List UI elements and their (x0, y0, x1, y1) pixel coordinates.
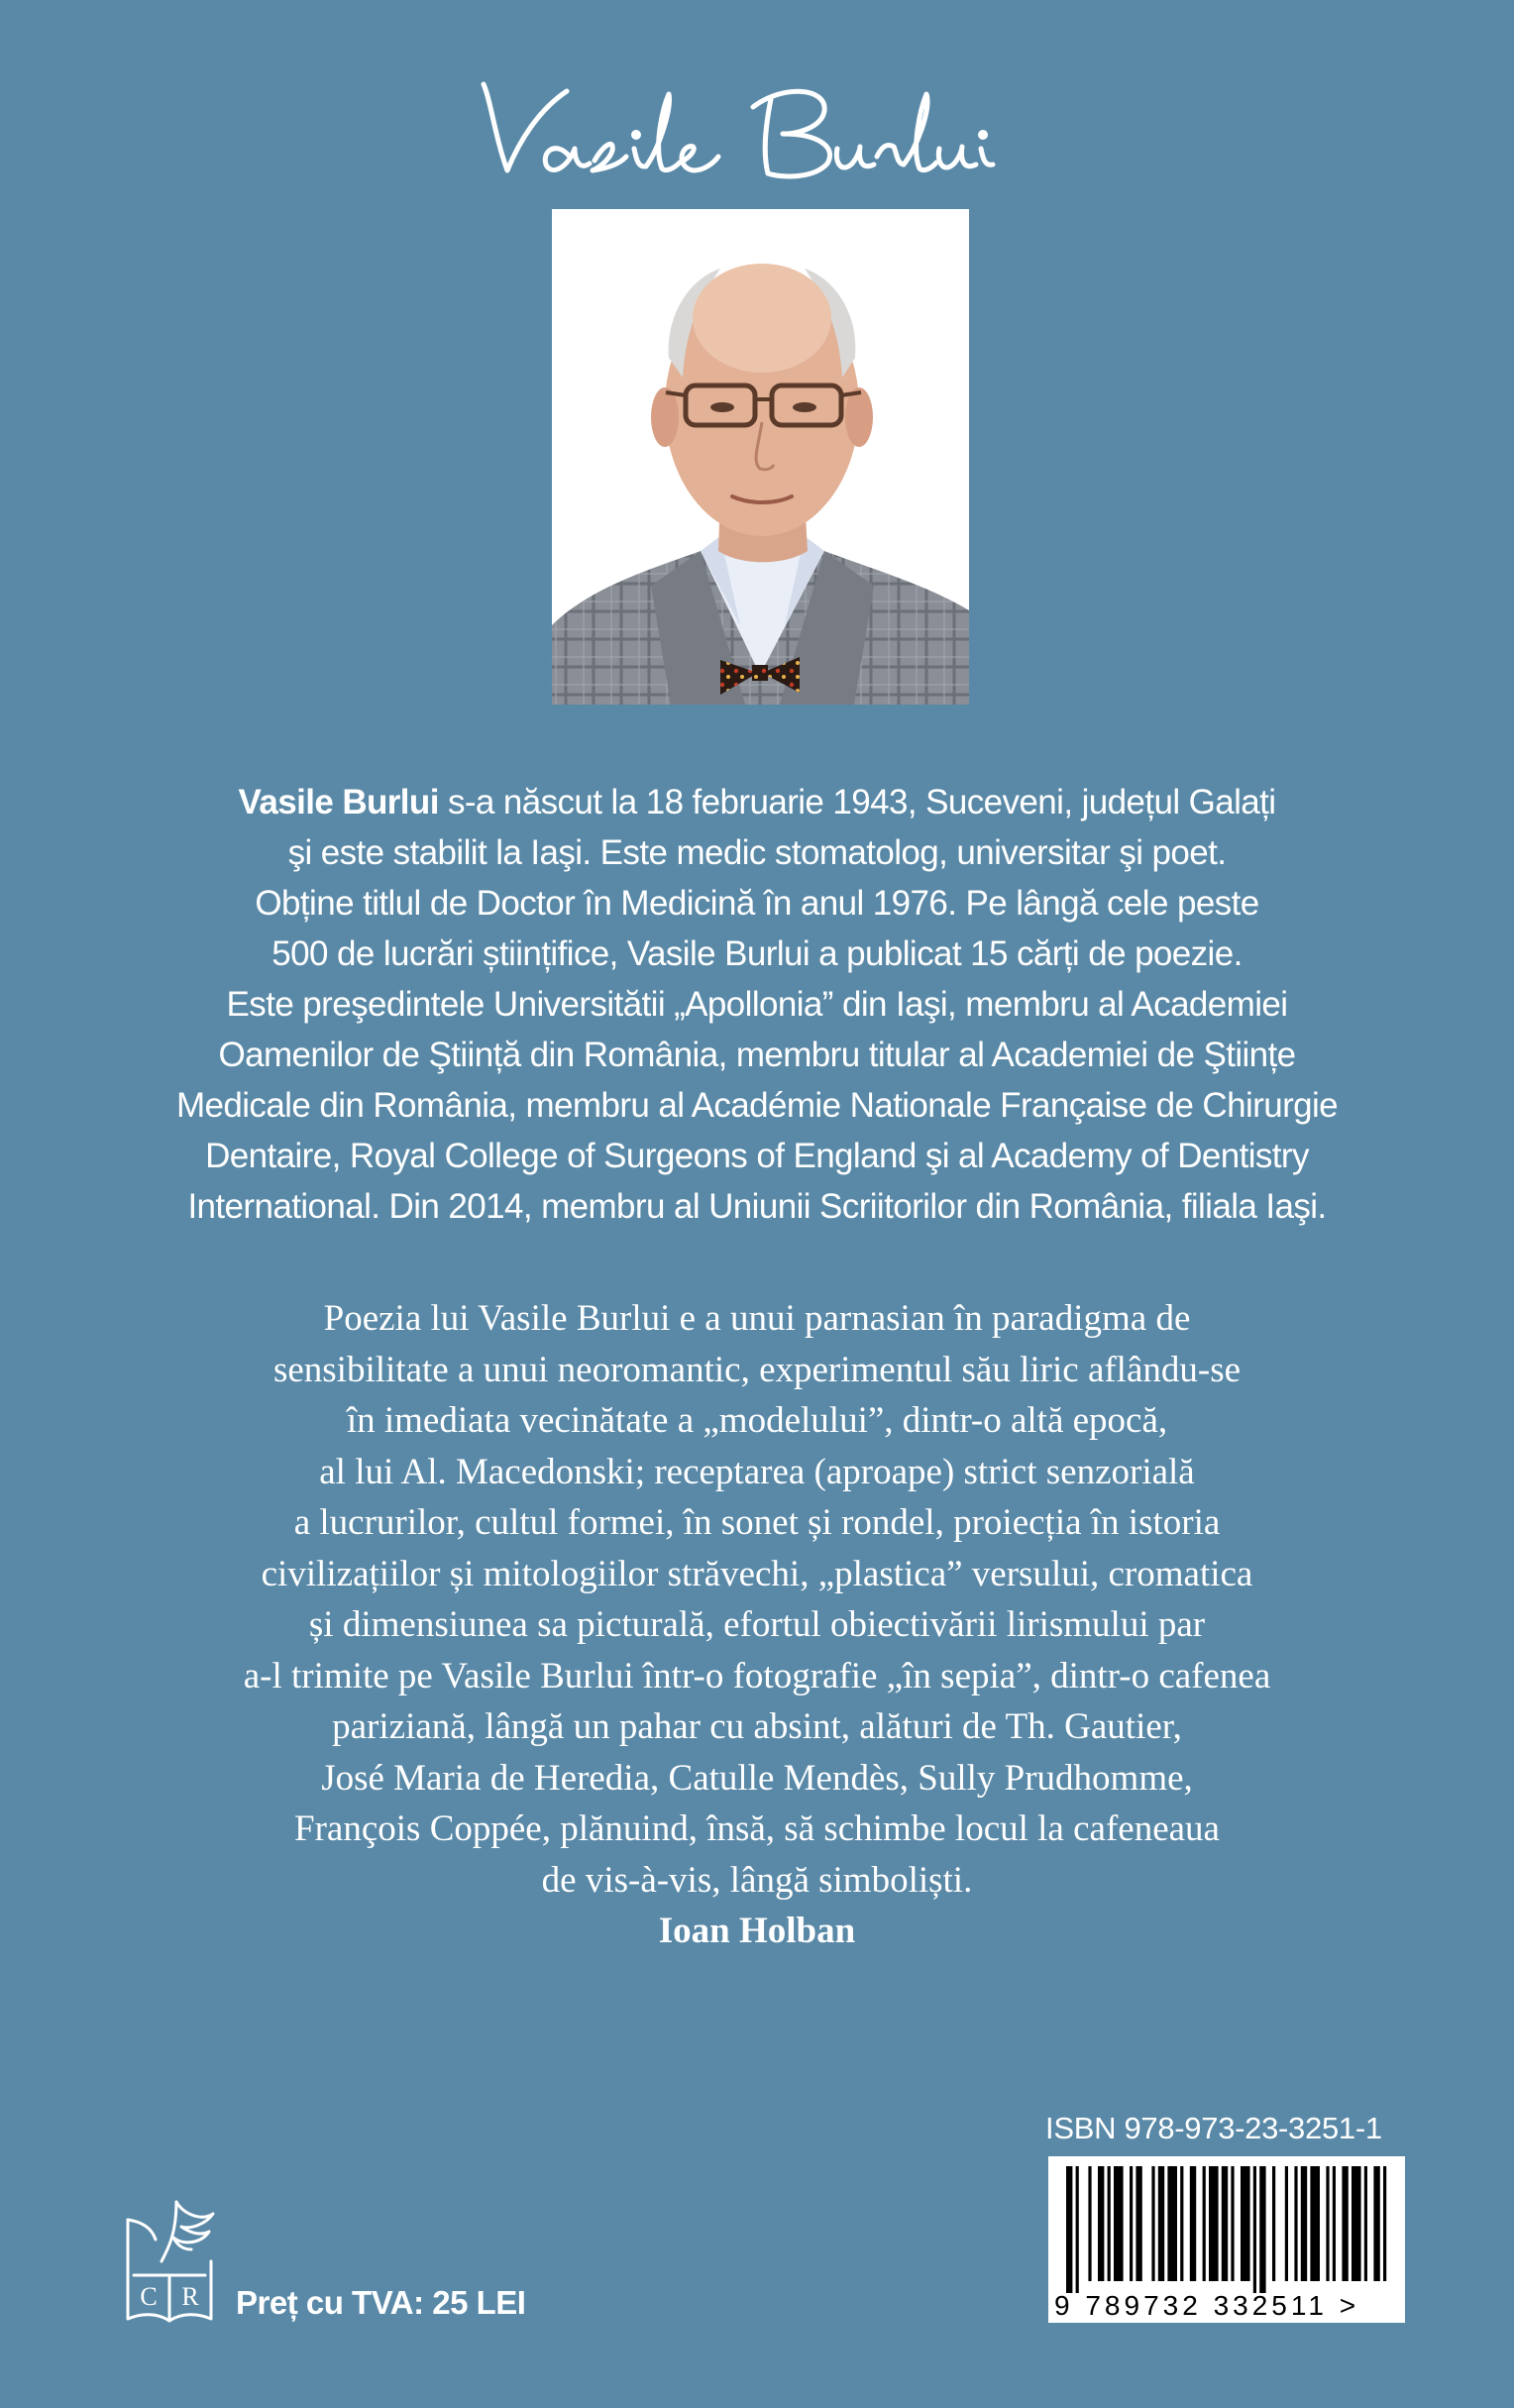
barcode-bar (1301, 2166, 1307, 2281)
barcode-bar (1088, 2166, 1091, 2281)
barcode-bar (1272, 2166, 1275, 2281)
barcode-bar (1098, 2166, 1104, 2281)
barcode-bar (1190, 2166, 1196, 2281)
bio-line: Oamenilor de Ştiință din România, membru titular al Academiei de Ştiințe (218, 1036, 1296, 1074)
barcode-bar (1231, 2166, 1234, 2281)
barcode-bar (1158, 2166, 1164, 2281)
price-label: Preț cu TVA: 25 LEI (236, 2284, 526, 2321)
barcode-bar (1373, 2166, 1379, 2281)
author-photo (552, 209, 969, 705)
barcode-bar (1209, 2166, 1219, 2281)
barcode-bar (1310, 2166, 1320, 2281)
review-line: pariziană, lângă un pahar cu absint, alături de Th. Gautier, (332, 1706, 1182, 1747)
review-line: José Maria de Heredia, Catulle Mendès, Sully Prudhomme, (321, 1757, 1193, 1799)
review-line: a lucrurilor, cultul formei, în sonet și rondel, proiecția în istoria (293, 1502, 1221, 1543)
barcode-bar (1253, 2166, 1256, 2293)
barcode-bar (1066, 2166, 1072, 2293)
bio-line: Obține titlul de Doctor în Medicină în anul 1976. Pe lângă cele peste (255, 884, 1259, 923)
critical-review (69, 1293, 1445, 1957)
barcode-bar (1222, 2166, 1228, 2281)
barcode-bar (1151, 2166, 1154, 2281)
review-line: în imediata vecinătate a „modelului”, dintr-o altă epocă, (346, 1400, 1168, 1441)
review-author: Ioan Holban (658, 1911, 856, 1951)
author-biography (69, 777, 1445, 1232)
barcode-bar (1076, 2166, 1079, 2293)
bio-line: International. Din 2014, membru al Uniunii Scriitorilor din România, filiala Iaşi. (187, 1187, 1327, 1226)
review-line: a-l trimite pe Vasile Burlui într-o fotografie „în sepia”, dintr-o cafenea (243, 1655, 1271, 1697)
bio-line: Medicale din România, membru al Académie Nationale Française de Chirurgie (175, 1086, 1339, 1125)
review-line: al lui Al. Macedonski; receptarea (aproape) strict senzorială (319, 1451, 1195, 1492)
author-signature (0, 40, 1514, 208)
bio-line: Dentaire, Royal College of Surgeons of England şi al Academy of Dentistry (205, 1137, 1309, 1175)
author-name: Vasile Burlui (238, 783, 439, 821)
barcode (1048, 2156, 1405, 2323)
review-line: sensibilitate a unui neoromantic, experimentul său liric aflându-se (272, 1349, 1242, 1390)
barcode-bar (1203, 2166, 1206, 2281)
barcode-bar (1383, 2166, 1386, 2281)
barcode-bar (1136, 2166, 1141, 2281)
review-line: François Coppée, plănuind, însă, să schimbe locul la cafeneaua (294, 1808, 1220, 1849)
barcode-bar (1180, 2166, 1183, 2281)
barcode-bar (1108, 2166, 1111, 2281)
barcode-digits: 9 789732 332511 > (1054, 2290, 1360, 2321)
barcode-bar (1285, 2166, 1288, 2281)
barcode-bar (1114, 2166, 1124, 2281)
barcode-bar (1167, 2166, 1177, 2281)
barcode-bar (1326, 2166, 1329, 2281)
bio-line: Este preşedintele Universitătii „Apollonia” din Iaşi, membru al Academiei (226, 985, 1288, 1024)
svg-text:R: R (181, 2282, 199, 2311)
publisher-logo (122, 2192, 217, 2327)
isbn-text: ISBN 978-973-23-3251-1 (1045, 2111, 1382, 2145)
barcode-bar (1333, 2166, 1336, 2281)
svg-text:C: C (140, 2282, 158, 2311)
review-line: civilizațiilor și mitologiilor străvechi, „plastica” versului, cromatica (261, 1553, 1253, 1594)
bio-line-1: Vasile Burlui s-a născut la 18 februarie 1943, Suceveni, județul Galați (238, 783, 1276, 821)
barcode-bar (1259, 2166, 1265, 2293)
barcode-bar (1352, 2166, 1361, 2281)
barcode-bar (1294, 2166, 1297, 2281)
barcode-bar (1130, 2166, 1133, 2281)
review-line: și dimensiunea sa picturală, efortul obiectivării lirismului par (308, 1604, 1206, 1645)
barcode-bar (1342, 2166, 1348, 2281)
review-line: Poezia lui Vasile Burlui e a unui parnasian în paradigma de (323, 1298, 1191, 1339)
bio-line: şi este stabilit la Iaşi. Este medic stomatolog, universitar şi poet. (287, 833, 1227, 872)
barcode-bar (1241, 2166, 1250, 2281)
barcode-bar (1364, 2166, 1367, 2281)
bio-line: 500 de lucrări științifice, Vasile Burlui a publicat 15 cărți de poezie. (271, 934, 1243, 973)
review-line: de vis-à-vis, lângă simboliști. (541, 1859, 973, 1901)
